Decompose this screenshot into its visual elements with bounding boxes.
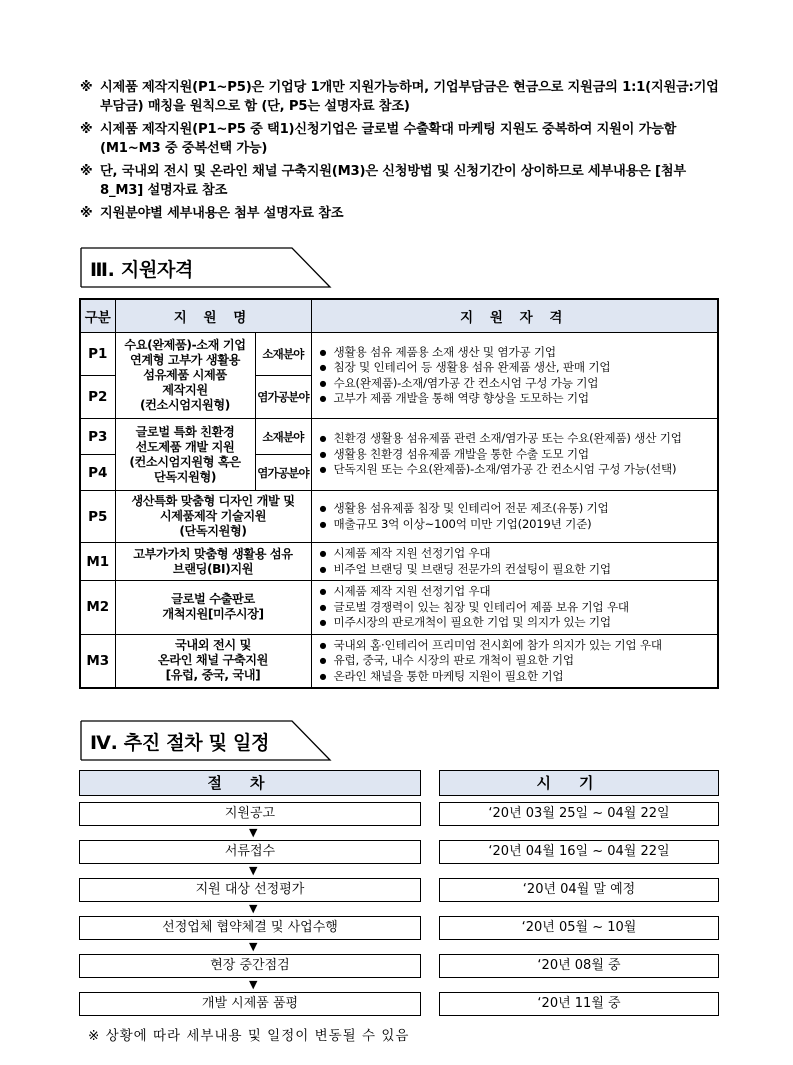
qualification-item: ● 단독지원 또는 수요(완제품)-소재/염가공 간 컨소시엄 구성 가능(선택) (318, 462, 712, 478)
procedure-step: 지원공고 (79, 802, 421, 826)
table-header-row (80, 299, 718, 333)
row-code: M3 (80, 634, 115, 688)
qualification-item: ● 비주얼 브랜딩 및 브랜딩 전문가의 컨설팅이 필요한 기업 (318, 562, 712, 578)
header-category: 구분 (80, 299, 115, 333)
header-qualification: 지 원 자 격 (311, 299, 718, 333)
procedure-step: 개발 시제품 품평 (79, 992, 421, 1016)
section-title: Ⅳ. 추진 절차 및 일정 (90, 732, 270, 754)
qualification-item: ● 침장 및 인테리어 등 생활용 섬유 완제품 생산, 판매 기업 (318, 360, 712, 376)
program-name: 고부가가치 맞춤형 생활용 섬유 브랜딩(BI)지원 (115, 543, 311, 581)
qualification-item: ● 시제품 제작 지원 선정기업 우대 (318, 584, 712, 600)
procedure-step: 지원 대상 선정평가 (79, 878, 421, 902)
program-name: 국내외 전시 및 온라인 채널 구축지원 [유럽, 중국, 국내] (115, 634, 311, 688)
note-mark: ※ (80, 122, 93, 137)
notes-list (80, 78, 720, 227)
qualification-item: ● 생활용 섬유 제품용 소재 생산 및 염가공 기업 (318, 345, 712, 361)
procedure-step: 선정업체 협약체결 및 사업수행 (79, 916, 421, 940)
note-mark: ※ (80, 206, 93, 221)
note-text: 시제품 제작지원(P1~P5 중 택1)신청기업은 글로벌 수출확대 마케팅 지원도 중복하여 지원이 가능함 (M1~M3 중 중복선택 가능) (100, 122, 677, 156)
qualification-cell (311, 543, 718, 581)
row-code: M1 (80, 543, 115, 581)
qualification-item: ● 글로벌 경쟁력이 있는 침장 및 인테리어 제품 보유 기업 우대 (318, 600, 712, 616)
step-timing: ‘20년 03월 25일 ~ 04월 22일 (439, 802, 719, 826)
header-name: 지 원 명 (115, 299, 311, 333)
row-code: P1 (80, 333, 115, 376)
program-name: 글로벌 특화 친환경 선도제품 개발 지원 (컨소시엄지원형 혹은 단독지원형) (115, 419, 255, 491)
row-code: P5 (80, 491, 115, 543)
note-text: 단, 국내외 전시 및 온라인 채널 구축지원(M3)은 신청방법 및 신청기간이 상이하므로 세부내용은 [첨부8_M3] 설명자료 참조 (100, 164, 686, 198)
qualification-item: ● 시제품 제작 지원 선정기업 우대 (318, 546, 712, 562)
qualification-cell (311, 634, 718, 688)
qualification-cell (311, 419, 718, 491)
qualification-cell (311, 491, 718, 543)
row-code: M2 (80, 581, 115, 635)
qualification-item: ● 유럽, 중국, 내수 시장의 판로 개척이 필요한 기업 (318, 653, 712, 669)
note-item (80, 204, 720, 223)
table-row (80, 634, 718, 688)
section-heading (80, 720, 332, 760)
field-label: 소재분야 (255, 419, 311, 455)
program-name: 글로벌 수출판로 개척지원[미주시장] (115, 581, 311, 635)
note-item (80, 162, 720, 200)
procedure-header: 절차 (79, 770, 421, 796)
note-text: 지원분야별 세부내용은 첨부 설명자료 참조 (100, 206, 344, 221)
table-row (80, 419, 718, 455)
row-code: P3 (80, 419, 115, 455)
qualification-item: ● 생활용 섬유제품 침장 및 인테리어 전문 제조(유통) 기업 (318, 501, 712, 517)
qualification-cell (311, 333, 718, 419)
row-code: P4 (80, 455, 115, 491)
table-row (80, 543, 718, 581)
field-label: 염가공분야 (255, 455, 311, 491)
qualification-item: ● 친환경 생활용 섬유제품 관련 소재/염가공 또는 수요(완제품) 생산 기업 (318, 431, 712, 447)
note-item (80, 120, 720, 158)
program-name: 수요(완제품)-소재 기업 연계형 고부가 생활용 섬유제품 시제품 제작지원 (컨소시엄지원형) (115, 333, 255, 419)
note-mark: ※ (80, 80, 93, 95)
table-row (80, 581, 718, 635)
step-timing: ‘20년 05월 ~ 10월 (439, 916, 719, 940)
section-heading (80, 247, 332, 287)
note-text: 시제품 제작지원(P1~P5)은 기업당 1개만 지원가능하며, 기업부담금은 현금으로 지원금의 1:1(지원금:기업부담금) 매칭을 원칙으로 함 (단, P5는 설명자료 참조) (100, 80, 719, 114)
qualification-item: ● 온라인 채널을 통한 마케팅 지원이 필요한 기업 (318, 669, 712, 685)
field-label: 소재분야 (255, 333, 311, 376)
field-label: 염가공분야 (255, 376, 311, 419)
step-timing: ‘20년 11월 중 (439, 992, 719, 1016)
note-item (80, 78, 720, 116)
procedure-step: 현장 중간점검 (79, 954, 421, 978)
section-title: Ⅲ. 지원자격 (90, 259, 194, 281)
procedure-step: 서류접수 (79, 840, 421, 864)
step-timing: ‘20년 04월 말 예정 (439, 878, 719, 902)
table-row (80, 333, 718, 376)
qualification-item: ● 매출규모 3억 이상~100억 미만 기업(2019년 기준) (318, 517, 712, 533)
qualification-item: ● 국내외 홈·인테리어 프리미엄 전시회에 참가 의지가 있는 기업 우대 (318, 638, 712, 654)
qualification-item: ● 수요(완제품)-소재/염가공 간 컨소시엄 구성 가능 기업 (318, 376, 712, 392)
table-row (80, 491, 718, 543)
qualification-item: ● 생활용 친환경 섬유제품 개발을 통한 수출 도모 기업 (318, 447, 712, 463)
qualification-cell (311, 581, 718, 635)
qualification-table (79, 298, 719, 689)
timing-header: 시기 (439, 770, 719, 796)
step-timing: ‘20년 08월 중 (439, 954, 719, 978)
qualification-item: ● 고부가 제품 개발을 통해 역량 향상을 도모하는 기업 (318, 391, 712, 407)
row-code: P2 (80, 376, 115, 419)
step-timing: ‘20년 04월 16일 ~ 04월 22일 (439, 840, 719, 864)
footnote: ※ 상황에 따라 세부내용 및 일정이 변동될 수 있음 (88, 1028, 410, 1044)
qualification-item: ● 미주시장의 판로개척이 필요한 기업 및 의지가 있는 기업 (318, 615, 712, 631)
program-name: 생산특화 맞춤형 디자인 개발 및 시제품제작 기술지원 (단독지원형) (115, 491, 311, 543)
note-mark: ※ (80, 164, 93, 179)
